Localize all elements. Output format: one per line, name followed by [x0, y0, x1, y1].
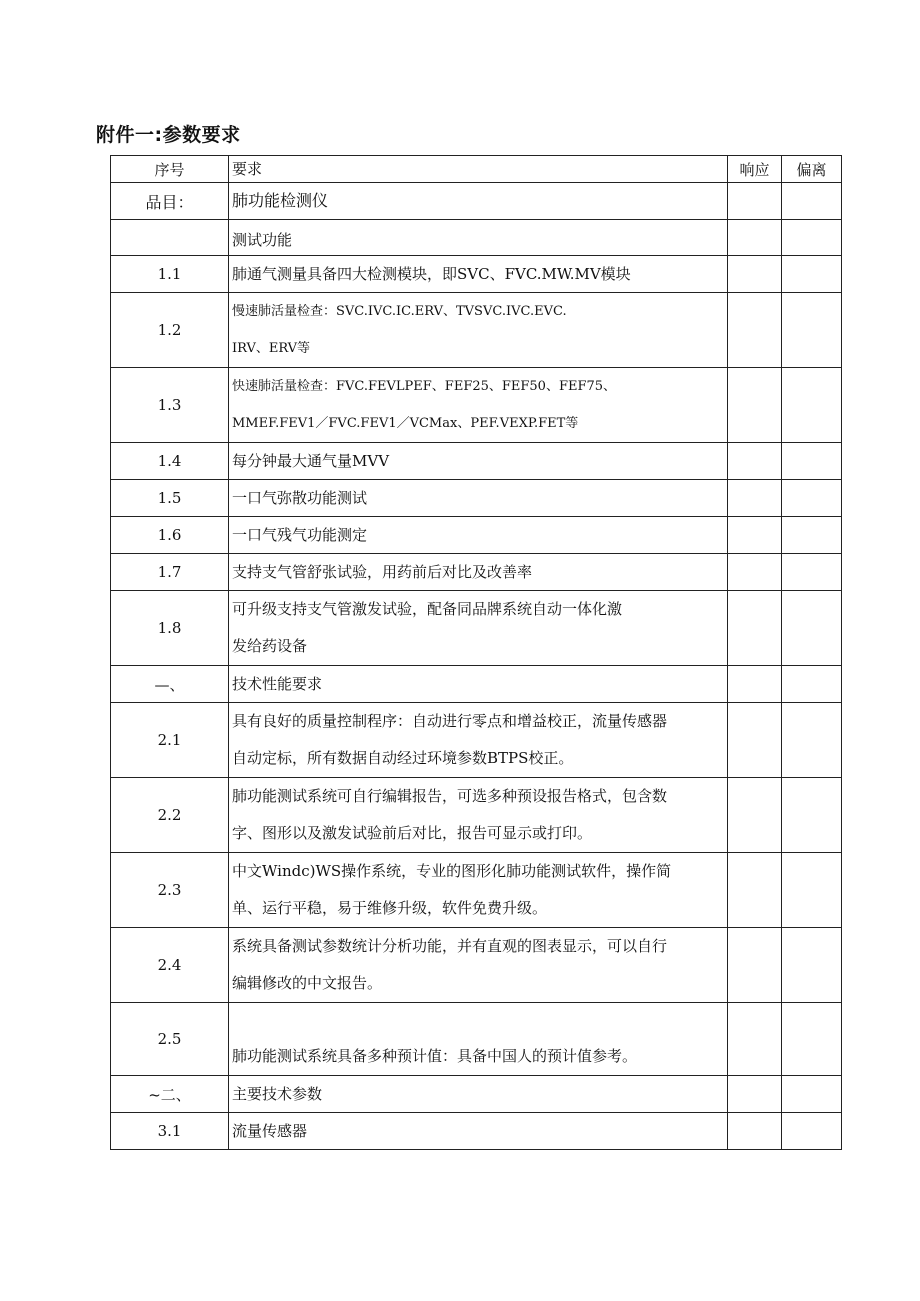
response-cell[interactable] [728, 443, 782, 480]
deviation-cell[interactable] [782, 853, 842, 928]
response-cell[interactable] [728, 256, 782, 293]
requirement-line: 肺功能测试系统可自行编辑报告，可选多种预设报告格式，包含数 [232, 787, 668, 805]
row-seq: 2.5 [111, 1003, 229, 1076]
requirement-line: MMEF.FEV1／FVC.FEV1／VCMax、PEF.VEXP.FET等 [232, 416, 579, 431]
row-requirement: 一口气残气功能测定 [229, 517, 728, 554]
deviation-cell[interactable] [782, 183, 842, 220]
row-requirement: 支持支气管舒张试验，用药前后对比及改善率 [229, 554, 728, 591]
table-row [111, 1076, 842, 1113]
parameter-table [110, 155, 842, 1150]
row-requirement: 肺功能检测仪 [229, 183, 728, 220]
requirement-line: 快速肺活量检查：FVC.FEVLPEF、FEF25、FEF50、FEF75、 [232, 379, 617, 394]
response-cell[interactable] [728, 591, 782, 666]
row-requirement: 肺功能测试系统具备多种预计值：具备中国人的预计值参考。 [229, 1003, 728, 1076]
deviation-cell[interactable] [782, 591, 842, 666]
deviation-cell[interactable] [782, 220, 842, 256]
requirement-line: 系统具备测试参数统计分析功能，并有直观的图表显示，可以自行 [232, 937, 668, 955]
table-row [111, 220, 842, 256]
deviation-cell[interactable] [782, 703, 842, 778]
row-seq: 2.2 [111, 778, 229, 853]
table-row [111, 778, 842, 853]
table-row [111, 517, 842, 554]
header-response: 响应 [728, 156, 782, 183]
row-seq: 2.4 [111, 928, 229, 1003]
row-seq: 1.5 [111, 480, 229, 517]
requirement-line: 自动定标，所有数据自动经过环境参数BTPS校正。 [232, 749, 574, 767]
row-requirement [229, 853, 728, 928]
response-cell[interactable] [728, 554, 782, 591]
deviation-cell[interactable] [782, 293, 842, 368]
row-seq: 1.3 [111, 368, 229, 443]
deviation-cell[interactable] [782, 778, 842, 853]
deviation-cell[interactable] [782, 1113, 842, 1150]
row-seq: 3.1 [111, 1113, 229, 1150]
row-requirement [229, 368, 728, 443]
table-row [111, 1113, 842, 1150]
row-requirement: 主要技术参数 [229, 1076, 728, 1113]
deviation-cell[interactable] [782, 554, 842, 591]
row-requirement [229, 928, 728, 1003]
row-requirement: 肺通气测量具备四大检测模块，即SVC、FVC.MW.MV模块 [229, 256, 728, 293]
page-title: 附件一:参数要求 [96, 124, 241, 146]
header-deviation: 偏离 [782, 156, 842, 183]
table-row [111, 1003, 842, 1076]
response-cell[interactable] [728, 293, 782, 368]
response-cell[interactable] [728, 1003, 782, 1076]
response-cell[interactable] [728, 666, 782, 703]
row-seq: 1.1 [111, 256, 229, 293]
row-seq: 1.7 [111, 554, 229, 591]
response-cell[interactable] [728, 480, 782, 517]
response-cell[interactable] [728, 778, 782, 853]
requirement-line: 字、图形以及激发试验前后对比，报告可显示或打印。 [232, 824, 593, 842]
row-seq: 1.4 [111, 443, 229, 480]
requirement-line: 发给药设备 [232, 637, 308, 655]
response-cell[interactable] [728, 183, 782, 220]
row-requirement: 技术性能要求 [229, 666, 728, 703]
requirement-line: 具有良好的质量控制程序：自动进行零点和增益校正，流量传感器 [232, 712, 668, 730]
table-row [111, 591, 842, 666]
row-requirement: 一口气弥散功能测试 [229, 480, 728, 517]
table-row [111, 293, 842, 368]
row-seq: ~二、 [111, 1076, 229, 1113]
row-requirement [229, 591, 728, 666]
table-row [111, 703, 842, 778]
requirement-line: 编辑修改的中文报告。 [232, 974, 383, 992]
response-cell[interactable] [728, 1113, 782, 1150]
row-requirement: 流量传感器 [229, 1113, 728, 1150]
response-cell[interactable] [728, 220, 782, 256]
row-seq: 1.2 [111, 293, 229, 368]
deviation-cell[interactable] [782, 443, 842, 480]
response-cell[interactable] [728, 853, 782, 928]
table-row [111, 853, 842, 928]
row-requirement [229, 703, 728, 778]
response-cell[interactable] [728, 1076, 782, 1113]
table-row [111, 666, 842, 703]
header-seq: 序号 [111, 156, 229, 183]
table-header-row [111, 156, 842, 183]
deviation-cell[interactable] [782, 480, 842, 517]
deviation-cell[interactable] [782, 517, 842, 554]
table-row [111, 480, 842, 517]
response-cell[interactable] [728, 703, 782, 778]
row-requirement: 每分钟最大通气量MVV [229, 443, 728, 480]
requirement-line: 慢速肺活量检查：SVC.IVC.IC.ERV、TVSVC.IVC.EVC. [232, 304, 567, 319]
table-row [111, 368, 842, 443]
row-seq: 1.6 [111, 517, 229, 554]
row-seq: 品目： [111, 183, 229, 220]
requirement-line: 可升级支持支气管激发试验，配备同品牌系统自动一体化激 [232, 600, 623, 618]
row-seq: —、 [111, 666, 229, 703]
table-row [111, 183, 842, 220]
header-requirement: 要求 [229, 156, 728, 183]
deviation-cell[interactable] [782, 368, 842, 443]
response-cell[interactable] [728, 517, 782, 554]
response-cell[interactable] [728, 368, 782, 443]
row-seq: 1.8 [111, 591, 229, 666]
row-requirement [229, 293, 728, 368]
deviation-cell[interactable] [782, 256, 842, 293]
row-seq [111, 220, 229, 256]
row-requirement [229, 778, 728, 853]
deviation-cell[interactable] [782, 1003, 842, 1076]
deviation-cell[interactable] [782, 666, 842, 703]
requirement-line: IRV、ERV等 [232, 341, 311, 356]
requirement-line: 中文Windc)WS操作系统，专业的图形化肺功能测试软件，操作简 [232, 862, 672, 880]
row-requirement: 测试功能 [229, 220, 728, 256]
table-row [111, 256, 842, 293]
table-row [111, 928, 842, 1003]
response-cell[interactable] [728, 928, 782, 1003]
row-seq: 2.3 [111, 853, 229, 928]
table-row [111, 443, 842, 480]
row-seq: 2.1 [111, 703, 229, 778]
requirement-line: 单、运行平稳，易于维修升级，软件免费升级。 [232, 899, 548, 917]
table-row [111, 554, 842, 591]
deviation-cell[interactable] [782, 1076, 842, 1113]
deviation-cell[interactable] [782, 928, 842, 1003]
